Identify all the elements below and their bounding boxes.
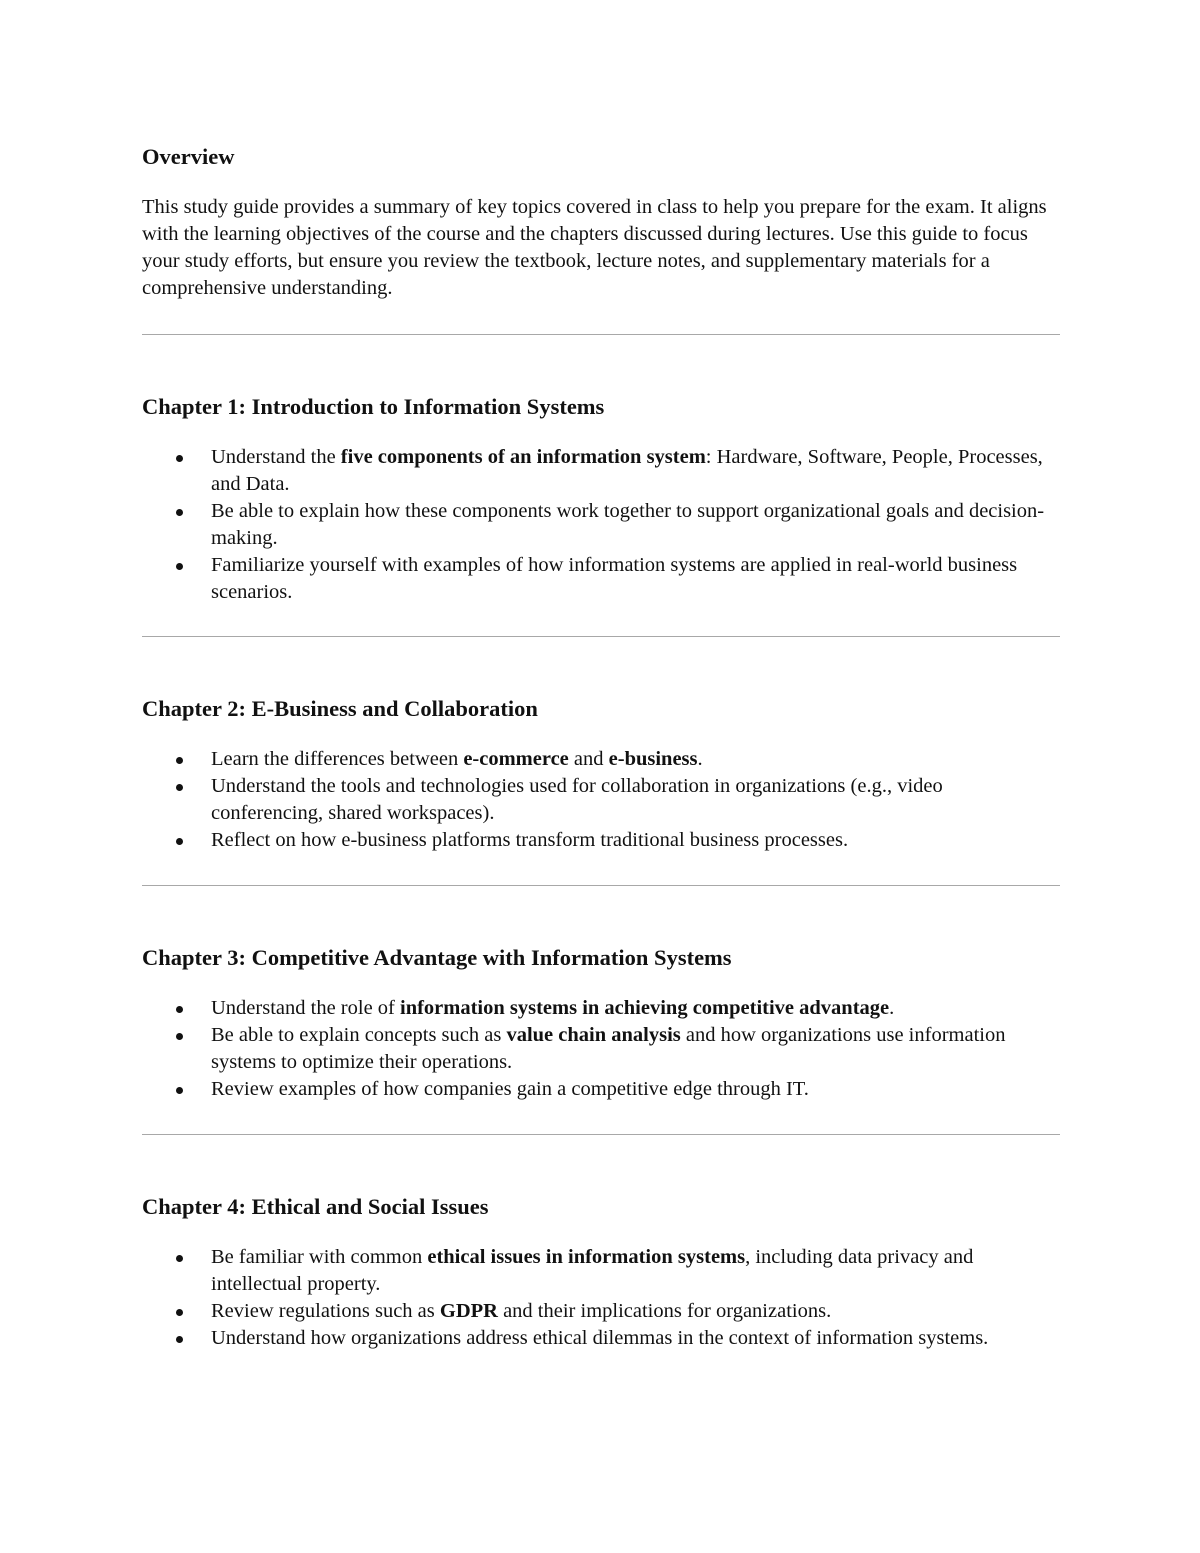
list-item: Review regulations such as GDPR and their implications for organizations.	[142, 1298, 1060, 1325]
bullet-icon	[176, 784, 183, 791]
bullet-icon	[176, 757, 183, 764]
overview-heading: Overview	[142, 144, 235, 169]
list-item: Learn the differences between e-commerce and e-business.	[142, 746, 1060, 773]
bullet-icon	[176, 455, 183, 462]
bullet-icon	[176, 1033, 183, 1040]
chapter-2-section	[142, 692, 1060, 854]
chapter-3-heading: Chapter 3: Competitive Advantage with Information Systems	[142, 945, 732, 970]
divider	[142, 1134, 1060, 1135]
chapter-1-heading: Chapter 1: Introduction to Information Systems	[142, 394, 605, 419]
list-item: Understand the tools and technologies used for collaboration in organizations (e.g., video conferencing, shared workspaces).	[142, 773, 1060, 827]
bullet-icon	[176, 1087, 183, 1094]
list-item: Be able to explain how these components work together to support organizational goals and decision-making.	[142, 498, 1060, 552]
divider	[142, 885, 1060, 886]
chapter-3-list	[142, 995, 1060, 1103]
chapter-1-list	[142, 444, 1060, 606]
list-item: Understand the role of information systems in achieving competitive advantage.	[142, 995, 1060, 1022]
overview-paragraph: This study guide provides a summary of key topics covered in class to help you prepare for the exam. It aligns with the learning objectives of the course and the chapters discussed during lectures. Use this guide to focus your study efforts, but ensure you review the textbook, lecture notes, and supplementary materials for a comprehensive understanding.	[142, 196, 1047, 299]
chapter-4-section	[142, 1190, 1060, 1352]
list-item: Understand the five components of an information system: Hardware, Software, People, Processes, and Data.	[142, 444, 1060, 498]
list-item: Understand how organizations address ethical dilemmas in the context of information systems.	[142, 1325, 1060, 1352]
bullet-icon	[176, 1255, 183, 1262]
list-item: Be able to explain concepts such as value chain analysis and how organizations use information systems to optimize their operations.	[142, 1022, 1060, 1076]
chapter-2-list	[142, 746, 1060, 854]
list-item: Be familiar with common ethical issues in information systems, including data privacy and intellectual property.	[142, 1244, 1060, 1298]
bullet-icon	[176, 1309, 183, 1316]
bullet-icon	[176, 1336, 183, 1343]
divider	[142, 334, 1060, 335]
divider	[142, 636, 1060, 637]
bullet-icon	[176, 563, 183, 570]
list-item: Reflect on how e-business platforms transform traditional business processes.	[142, 827, 1060, 854]
chapter-4-heading: Chapter 4: Ethical and Social Issues	[142, 1194, 489, 1219]
bullet-icon	[176, 509, 183, 516]
bullet-icon	[176, 1006, 183, 1013]
list-item: Review examples of how companies gain a competitive edge through IT.	[142, 1076, 1060, 1103]
chapter-3-section	[142, 941, 1060, 1103]
overview-section	[142, 140, 1060, 302]
chapter-4-list	[142, 1244, 1060, 1352]
chapter-1-section	[142, 390, 1060, 606]
list-item: Familiarize yourself with examples of how information systems are applied in real-world business scenarios.	[142, 552, 1060, 606]
chapter-2-heading: Chapter 2: E-Business and Collaboration	[142, 696, 538, 721]
bullet-icon	[176, 838, 183, 845]
